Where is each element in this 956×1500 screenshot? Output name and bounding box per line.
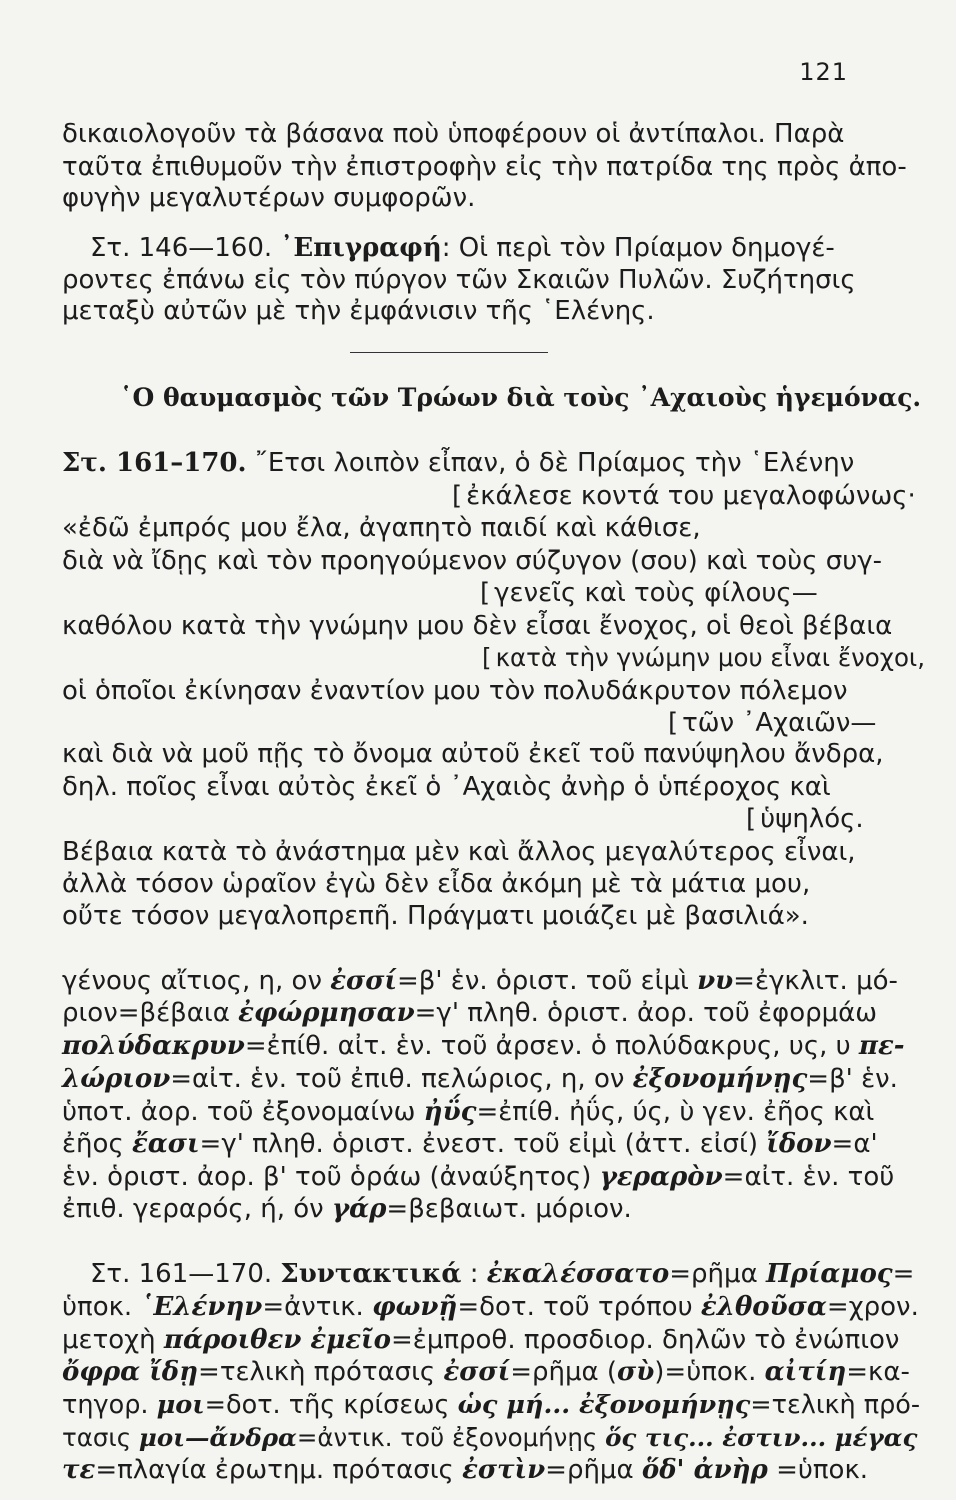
grammar-line-7 bbox=[62, 1161, 894, 1193]
grammar-term: ἠΰς bbox=[423, 1097, 477, 1127]
syntax-text: τασις bbox=[62, 1423, 139, 1452]
translation-line-4: διὰ νὰ ἴδῃς καὶ τὸν προηγούμενον σύζυγον (σου) καὶ τοὺς συγ- bbox=[62, 546, 883, 576]
translation-line-15: οὔτε τόσον μεγαλοπρεπῆ. Πράγματι μοιάζει μὲ βασιλιά». bbox=[62, 901, 809, 931]
syntax-text: =πλαγία ἐρωτημ. πρότασις bbox=[95, 1455, 463, 1485]
syntax-text: =ἐμπροθ. προσδιορ. δηλῶν τὸ ἐνώπιον bbox=[390, 1325, 900, 1355]
syntax-text: =ὑποκ. bbox=[767, 1455, 869, 1485]
epigraph-line-2: ροντες ἐπάνω εἰς τὸν πύργον τῶν Σκαιῶν Πυλῶν. Συζήτησις bbox=[62, 265, 856, 295]
translation-line-12: [ ὑψηλός. bbox=[746, 804, 864, 834]
syntax-text: =ἀντικ. bbox=[262, 1292, 373, 1322]
grammar-text: ἐπιθ. γεραρός, ή, όν bbox=[62, 1194, 332, 1224]
grammar-line-5 bbox=[62, 1096, 874, 1128]
syntax-term: ὄφρα ἴδῃ bbox=[62, 1357, 199, 1387]
syntax-text: = bbox=[892, 1259, 915, 1289]
grammar-term: νυ bbox=[697, 966, 734, 996]
grammar-term: ἴδον bbox=[766, 1129, 832, 1159]
syntax-term: ὅς τις... ἐστιν... μέγας bbox=[605, 1423, 918, 1452]
epigraph-label: ᾿Επιγραφή bbox=[280, 233, 442, 263]
syntax-text: : bbox=[461, 1259, 487, 1289]
syntax-label: Συντακτικά bbox=[280, 1259, 462, 1289]
grammar-text: ἐῆος bbox=[62, 1129, 132, 1159]
translation-text: ὑψηλός. bbox=[760, 804, 864, 834]
syntax-line-7 bbox=[62, 1454, 868, 1486]
intro-line-1: δικαιολογοῦν τὰ βάσανα ποὺ ὑποφέρουν οἱ ἀντίπαλοι. Παρὰ bbox=[62, 119, 845, 149]
grammar-term: γάρ bbox=[331, 1194, 387, 1224]
grammar-text: ὑποτ. ἀορ. τοῦ ἐξονομαίνω bbox=[62, 1097, 424, 1127]
translation-text: ῎Ετσι λοιπὸν εἶπαν, ὁ δὲ Πρίαμος τὴν ῾Ελένην bbox=[254, 448, 855, 478]
syntax-line-1 bbox=[90, 1258, 914, 1290]
syntax-text: =δοτ. τοῦ τρόπου bbox=[457, 1292, 701, 1322]
syntax-term: αἰτίη bbox=[764, 1357, 847, 1387]
syntax-text: =κα- bbox=[846, 1357, 910, 1387]
syntax-term: Πρίαμος bbox=[765, 1259, 893, 1289]
translation-text: ἐκάλεσε κοντά του μεγαλοφώνως· bbox=[466, 481, 916, 511]
syntax-term: ἐλθοῦσα bbox=[700, 1292, 827, 1322]
translation-line-1 bbox=[62, 447, 854, 479]
grammar-text: =ἐπίθ. ἠΰς, ύς, ὺ γεν. ἐῆος καὶ bbox=[476, 1097, 875, 1127]
translation-line-11: δηλ. ποῖος εἶναι αὐτὸς ἐκεῖ ὁ ᾿Αχαιὸς ἀνὴρ ὁ ὑπέροχος καὶ bbox=[62, 772, 831, 802]
translation-line-9: [ τῶν ᾿Αχαιῶν— bbox=[668, 708, 877, 738]
grammar-line-6 bbox=[62, 1128, 878, 1160]
grammar-term: πε- bbox=[858, 1031, 905, 1061]
epigraph-ref: Στ. 146—160. bbox=[90, 233, 273, 263]
syntax-term: ἐκαλέσσατο bbox=[486, 1259, 670, 1289]
grammar-text: =αἰτ. ἑν. τοῦ ἐπιθ. πελώριος, η, ον bbox=[170, 1064, 633, 1094]
grammar-text: =αἰτ. ἑν. τοῦ bbox=[722, 1162, 895, 1192]
grammar-text: ἑν. ὁριστ. ἀορ. β' τοῦ ὁράω (ἀναύξητος) bbox=[62, 1162, 600, 1192]
grammar-term: πολύδακρυν bbox=[62, 1031, 245, 1061]
translation-line-5: [ γενεῖς καὶ τοὺς φίλους— bbox=[480, 578, 818, 608]
grammar-term: ἐσσί bbox=[330, 966, 397, 996]
grammar-line-1 bbox=[62, 965, 898, 997]
grammar-text: =β' ἑν. ὁριστ. τοῦ εἰμὶ bbox=[396, 966, 698, 996]
syntax-term: πάροιθεν ἐμεῖο bbox=[163, 1325, 391, 1355]
translation-line-14: ἀλλὰ τόσον ὡραῖον ἐγὼ δὲν εἶδα ἀκόμη μὲ τὰ μάτια μου, bbox=[62, 869, 811, 899]
page-number: 121 bbox=[799, 58, 848, 86]
grammar-text: ριον=βέβαια bbox=[62, 998, 239, 1028]
translation-line-8: οἱ ὁποῖοι ἐκίνησαν ἐναντίον μου τὸν πολυδάκρυτον πόλεμον bbox=[62, 676, 848, 706]
syntax-term: σὺ bbox=[617, 1357, 655, 1387]
translation-line-6: καθόλου κατὰ τὴν γνώμην μου δὲν εἶσαι ἔνοχος, οἱ θεοὶ βέβαια bbox=[62, 611, 893, 641]
translation-line-10: καὶ διὰ νὰ μοῦ πῇς τὸ ὄνομα αὐτοῦ ἐκεῖ τοῦ πανύψηλου ἄνδρα, bbox=[62, 739, 884, 769]
syntax-term: ὅδ' ἀνὴρ bbox=[641, 1455, 768, 1485]
syntax-line-6 bbox=[62, 1422, 917, 1454]
syntax-line-2 bbox=[62, 1291, 919, 1323]
syntax-text: =ἀντικ. τοῦ ἐξονομήνῃς bbox=[296, 1423, 606, 1452]
syntax-term: μοι—ἄνδρα bbox=[138, 1423, 297, 1452]
translation-line-2: [ ἐκάλεσε κοντά του μεγαλοφώνως· bbox=[452, 481, 916, 511]
syntax-term: ὡς μή... ἐξονομήνῃς bbox=[457, 1390, 751, 1420]
syntax-term: τε bbox=[62, 1455, 96, 1485]
syntax-line-3 bbox=[62, 1324, 899, 1356]
syntax-text: =ρῆμα bbox=[545, 1455, 642, 1485]
grammar-line-2 bbox=[62, 997, 877, 1029]
translation-line-7: [ κατὰ τὴν γνώμην μου εἶναι ἔνοχοι, bbox=[482, 643, 926, 672]
syntax-term: ῾Ελένην bbox=[140, 1292, 263, 1322]
grammar-line-3 bbox=[62, 1030, 905, 1062]
grammar-text: =γ' πληθ. ὁριστ. ἀορ. τοῦ ἐφορμάω bbox=[414, 998, 878, 1028]
syntax-text: =δοτ. τῆς κρίσεως bbox=[204, 1390, 458, 1420]
syntax-term: ἐσσί bbox=[443, 1357, 511, 1387]
syntax-text: =χρον. bbox=[826, 1292, 919, 1322]
syntax-term: μοι bbox=[156, 1390, 205, 1420]
syntax-term: ἐστὶν bbox=[462, 1455, 546, 1485]
intro-line-3: φυγὴν μεγαλυτέρων συμφορῶν. bbox=[62, 183, 476, 213]
translation-ref: Στ. 161–170. bbox=[62, 448, 247, 478]
grammar-text: γένους αἴτιος, η, ον bbox=[62, 966, 331, 996]
syntax-text: μετοχὴ bbox=[62, 1325, 164, 1355]
translation-line-3: «ἐδῶ ἐμπρός μου ἔλα, ἀγαπητὸ παιδί καὶ κάθισε, bbox=[62, 513, 701, 543]
grammar-text: =ἐπίθ. αἰτ. ἑν. τοῦ ἀρσεν. ὁ πολύδακρυς, υς, υ bbox=[244, 1031, 859, 1061]
syntax-text: )=ὑποκ. bbox=[654, 1357, 765, 1387]
translation-text: τῶν ᾿Αχαιῶν— bbox=[682, 708, 877, 738]
grammar-term: ἐξονομήνῃς bbox=[632, 1064, 808, 1094]
translation-text: γενεῖς καὶ τοὺς φίλους— bbox=[494, 578, 818, 608]
grammar-term: ἔασι bbox=[131, 1129, 200, 1159]
syntax-line-4 bbox=[62, 1356, 910, 1388]
translation-text: κατὰ τὴν γνώμην μου εἶναι ἔνοχοι, bbox=[495, 643, 926, 672]
syntax-text: ὑποκ. bbox=[62, 1292, 141, 1322]
epigraph-text: : Οἱ περὶ τὸν Πρίαμον δημογέ- bbox=[441, 233, 835, 263]
grammar-term: ἐφώρμησαν bbox=[238, 998, 415, 1028]
grammar-term: γεραρὸν bbox=[599, 1162, 723, 1192]
grammar-text: =α' bbox=[831, 1129, 878, 1159]
syntax-text: Στ. 161—170. bbox=[90, 1259, 281, 1289]
grammar-term: λώριον bbox=[62, 1064, 171, 1094]
section-divider bbox=[350, 352, 548, 353]
grammar-line-4 bbox=[62, 1063, 898, 1095]
grammar-text: =γ' πληθ. ὁριστ. ἐνεστ. τοῦ εἰμὶ (ἀττ. εἰσί) bbox=[199, 1129, 767, 1159]
translation-line-13: Βέβαια κατὰ τὸ ἀνάστημα μὲν καὶ ἄλλος μεγαλύτερος εἶναι, bbox=[62, 837, 856, 867]
intro-line-2: ταῦτα ἐπιθυμοῦν τὴν ἐπιστροφὴν εἰς τὴν πατρίδα της πρὸς ἀπο- bbox=[62, 152, 907, 182]
syntax-term: φωνῇ bbox=[372, 1292, 458, 1322]
syntax-text: =τελικὴ πρό- bbox=[750, 1390, 921, 1420]
syntax-text: =τελικὴ πρότασις bbox=[198, 1357, 444, 1387]
grammar-text: =βεβαιωτ. μόριον. bbox=[386, 1194, 632, 1224]
grammar-line-8 bbox=[62, 1193, 632, 1225]
syntax-text: =ρῆμα ( bbox=[510, 1357, 618, 1387]
section-heading: ῾Ο θαυμασμὸς τῶν Τρώων διὰ τοὺς ᾿Αχαιοὺς ἡγεμόνας. bbox=[120, 383, 922, 412]
grammar-text: =ἐγκλιτ. μό- bbox=[733, 966, 898, 996]
syntax-text: τηγορ. bbox=[62, 1390, 157, 1420]
epigraph-line-3: μεταξὺ αὐτῶν μὲ τὴν ἐμφάνισιν τῆς ῾Ελένης. bbox=[62, 296, 655, 326]
syntax-text: =ρῆμα bbox=[669, 1259, 766, 1289]
grammar-text: =β' ἑν. bbox=[807, 1064, 898, 1094]
epigraph-line-1 bbox=[90, 232, 835, 264]
syntax-line-5 bbox=[62, 1389, 920, 1421]
